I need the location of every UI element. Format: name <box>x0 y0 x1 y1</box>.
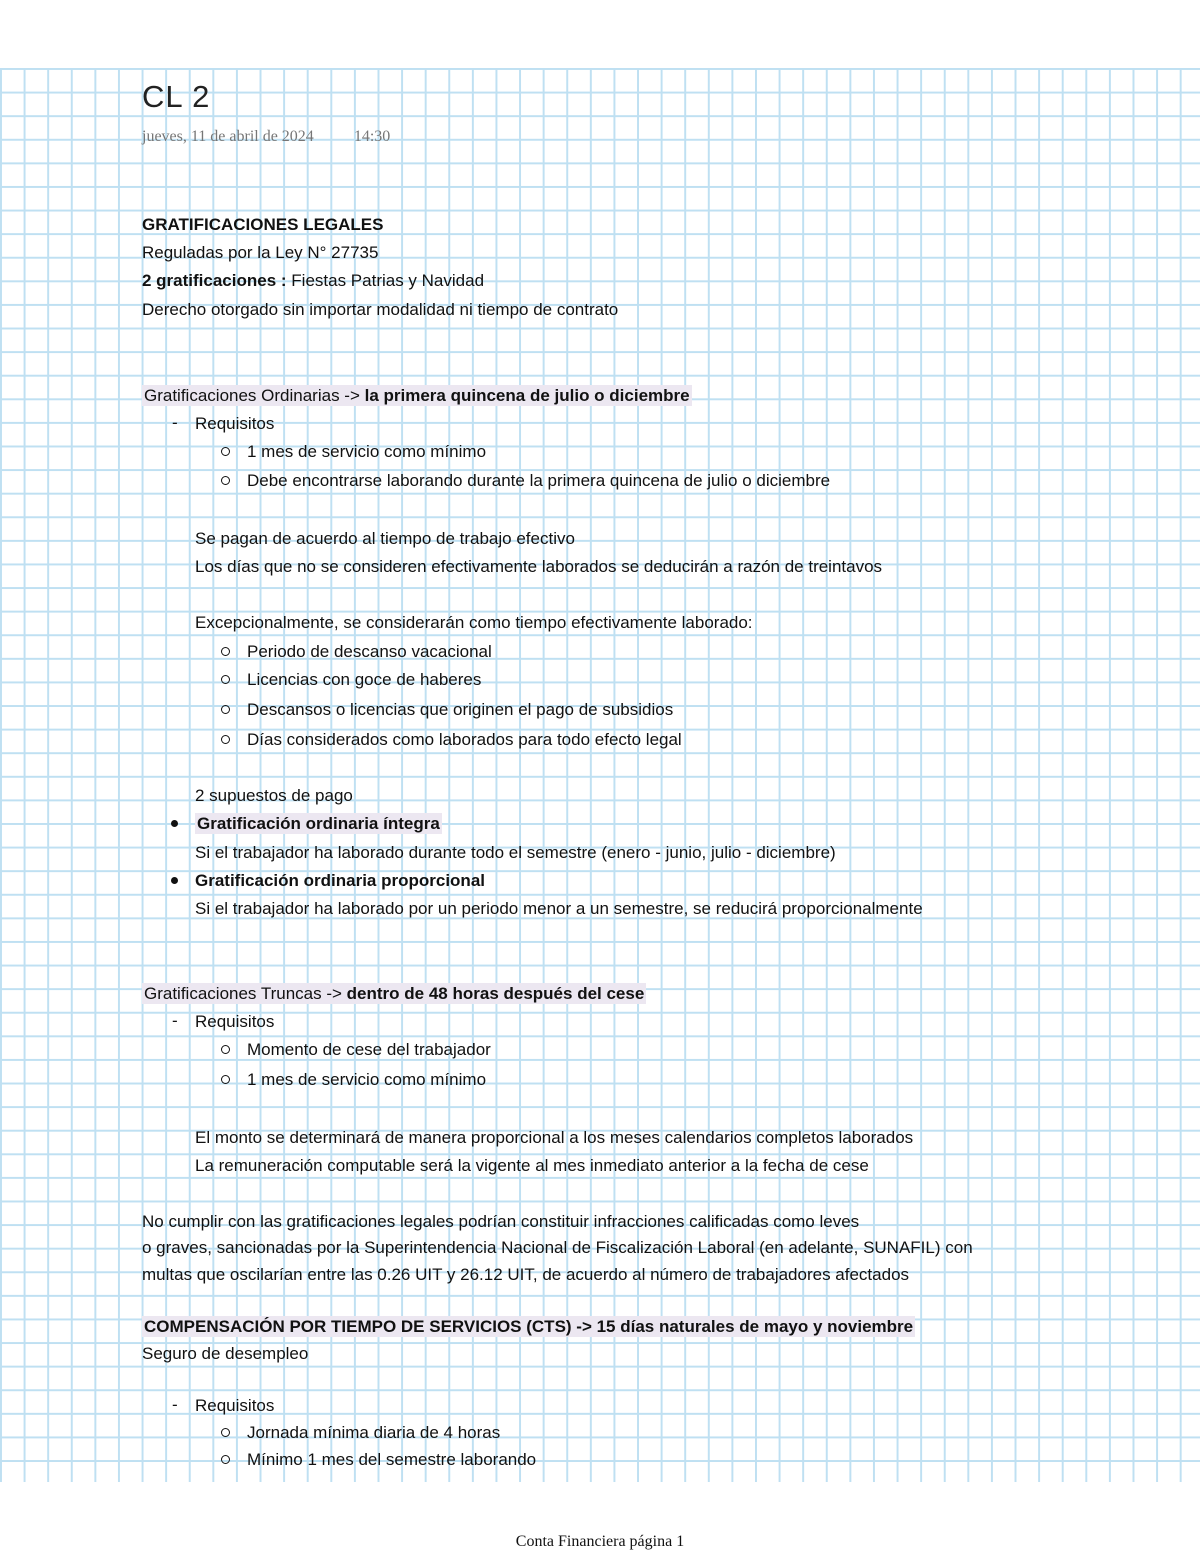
dash-bullet: - <box>172 1395 178 1414</box>
text-line: La remuneración computable será la vigente al mes inmediato anterior a la fecha de cese <box>195 1156 869 1175</box>
dash-bullet: - <box>172 1011 178 1030</box>
section-heading-truncas: Gratificaciones Truncas -> dentro de 48 horas después del cese <box>144 984 645 1003</box>
page-title: CL 2 <box>142 79 211 114</box>
text-line: Reguladas por la Ley N° 27735 <box>142 243 379 262</box>
section-heading-cts: COMPENSACIÓN POR TIEMPO DE SERVICIOS (CTS) -> 15 días naturales de mayo y noviembre <box>144 1317 914 1336</box>
text-line: o graves, sancionadas por la Superintendencia Nacional de Fiscalización Laboral (en adelante, SUNAFIL) con <box>142 1238 973 1257</box>
text-line: 2 supuestos de pago <box>195 786 353 805</box>
circle-bullet-icon <box>221 675 230 684</box>
list-item: Gratificación ordinaria íntegra <box>197 814 440 833</box>
text-line: Si el trabajador ha laborado por un periodo menor a un semestre, se reducirá proporcionalmente <box>195 899 923 918</box>
text-line: Se pagan de acuerdo al tiempo de trabajo efectivo <box>195 529 575 548</box>
text-line: Si el trabajador ha laborado durante todo el semestre (enero - junio, julio - diciembre) <box>195 843 836 862</box>
circle-bullet-icon <box>221 476 230 485</box>
list-item: Jornada mínima diaria de 4 horas <box>247 1423 501 1442</box>
circle-bullet-icon <box>221 647 230 656</box>
page-footer: Conta Financiera página 1 <box>515 1533 685 1550</box>
list-item: Requisitos <box>195 1396 275 1415</box>
dash-bullet: - <box>172 413 178 432</box>
list-item: 1 mes de servicio como mínimo <box>247 442 487 461</box>
text-line: Excepcionalmente, se considerarán como tiempo efectivamente laborado: <box>195 613 753 632</box>
list-item: Mínimo 1 mes del semestre laborando <box>247 1450 537 1469</box>
list-item: Requisitos <box>195 1012 275 1031</box>
list-item: Momento de cese del trabajador <box>247 1040 491 1059</box>
list-item: Debe encontrarse laborando durante la primera quincena de julio o diciembre <box>247 471 831 490</box>
list-item: Requisitos <box>195 414 275 433</box>
circle-bullet-icon <box>221 1045 230 1054</box>
text-line: El monto se determinará de manera proporcional a los meses calendarios completos laborados <box>195 1128 914 1147</box>
page-date: jueves, 11 de abril de 2024 <box>142 128 314 145</box>
circle-bullet-icon <box>221 735 230 744</box>
circle-bullet-icon <box>221 1455 230 1464</box>
list-item: Días considerados como laborados para todo efecto legal <box>247 730 682 749</box>
list-item: Periodo de descanso vacacional <box>247 642 492 661</box>
date-time <box>142 128 390 146</box>
disc-bullet-icon <box>171 820 178 827</box>
page-time: 14:30 <box>353 128 391 145</box>
text-line: No cumplir con las gratificaciones legales podrían constituir infracciones calificadas como leves <box>142 1212 860 1231</box>
list-item: Licencias con goce de haberes <box>247 670 482 689</box>
circle-bullet-icon <box>221 1428 230 1437</box>
text-line: Los días que no se consideren efectivamente laborados se deducirán a razón de treintavos <box>195 557 883 576</box>
circle-bullet-icon <box>221 1075 230 1084</box>
circle-bullet-icon <box>221 447 230 456</box>
text-line: multas que oscilarían entre las 0.26 UIT y 26.12 UIT, de acuerdo al número de trabajadores afectados <box>142 1265 910 1284</box>
list-item: Descansos o licencias que originen el pago de subsidios <box>247 700 674 719</box>
list-item: Gratificación ordinaria proporcional <box>195 871 485 890</box>
text-line: 2 gratificaciones : Fiestas Patrias y Navidad <box>142 271 485 290</box>
list-item: 1 mes de servicio como mínimo <box>247 1070 487 1089</box>
circle-bullet-icon <box>221 705 230 714</box>
text-line: Seguro de desempleo <box>142 1344 309 1363</box>
section-heading-gratificaciones: GRATIFICACIONES LEGALES <box>142 215 384 234</box>
disc-bullet-icon <box>171 877 178 884</box>
section-heading-ordinarias: Gratificaciones Ordinarias -> la primera quincena de julio o diciembre <box>144 386 690 405</box>
text-line: Derecho otorgado sin importar modalidad ni tiempo de contrato <box>142 300 619 319</box>
